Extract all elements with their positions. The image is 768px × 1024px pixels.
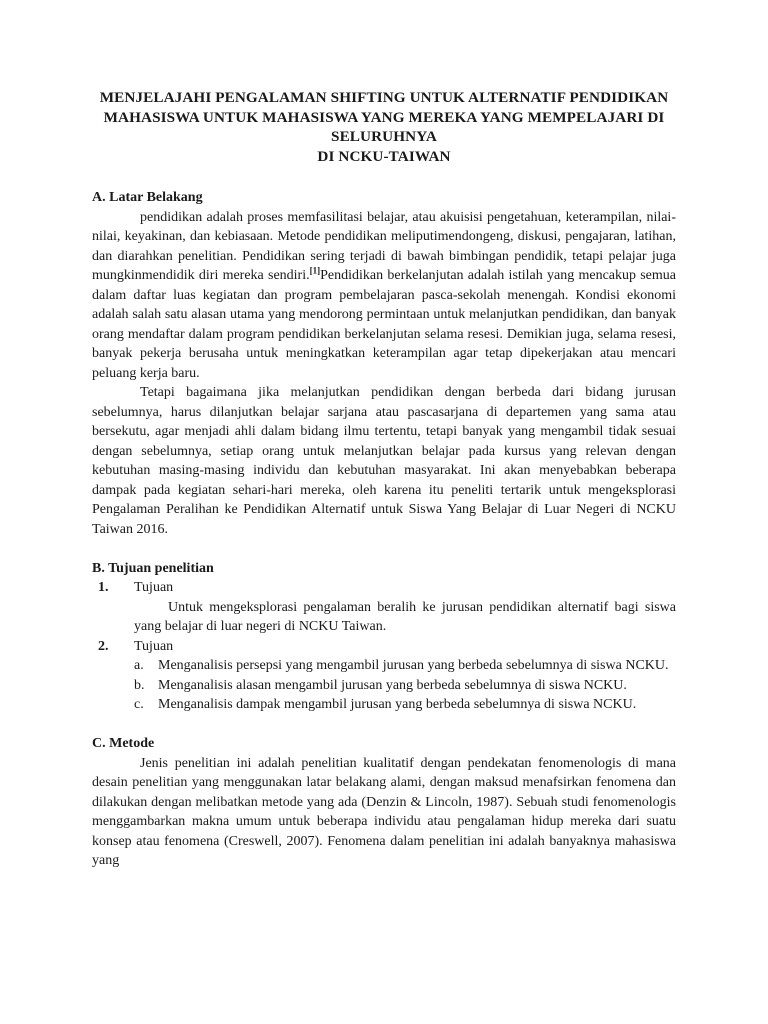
- section-c-paragraph-1: Jenis penelitian ini adalah penelitian kualitatif dengan pendekatan fenomenologis di mana desain penelitian yang menggunakan latar belakang alami, dengan maksud menafsirkan fenomena dan dilakukan dengan melibatkan metode yang ada (Denzin & Lincoln, 1987). Sebuah studi fenomenologis menggambarkan makna umum untuk beberapa individu atau pengalaman hidup mereka dari suatu konsep atau fenomena (Creswell, 2007). Fenomena dalam penelitian ini adalah banyaknya mahasiswa yang: [92, 755, 676, 868]
- title-line-2: MAHASISWA UNTUK MAHASISWA YANG MEREKA YANG MEMPELAJARI DI: [103, 108, 665, 126]
- section-c-heading: C. Metode: [92, 736, 155, 751]
- sub-list-item-text: Menganalisis alasan mengambil jurusan yang berbeda sebelumnya di siswa NCKU.: [158, 677, 627, 693]
- list-item-label: Tujuan: [134, 638, 174, 654]
- section-a-paragraph-1: [92, 208, 676, 384]
- list-item-number: 2.: [98, 638, 109, 654]
- sub-list-item-letter: c.: [134, 697, 144, 712]
- section-a-paragraph-1-part-1: pendidikan adalah proses memfasilitasi belajar, atau akuisisi pengetahuan, keterampilan, nilai-nilai, keyakinan, dan kebiasaan. Metode pendidikan meliputimendongeng, diskusi, pengajaran, latihan, dan diarahkan penelitian. Pendidikan sering terjadi di bawah bimbingan pendidik, tetapi pelajar juga mungkinmendidik diri mereka sendiri.: [92, 209, 676, 283]
- section-b-heading: B. Tujuan penelitian: [92, 560, 214, 576]
- section-a-paragraph-1-part-2: Pendidikan berkelanjutan adalah istilah yang mencakup semua dalam daftar luas kegiatan dan program pembelajaran pasca-sekolah menengah. Kondisi ekonomi adalah salah satu alasan utama yang mendorong permintaan untuk melanjutkan pendidikan, dan banyak orang mendaftar dalam program pendidikan berkelanjutan selama resesi. Demikian juga, selama resesi, banyak pekerja berusaha untuk meningkatkan keterampilan agar tetap dipekerjakan atau mencari peluang kerja baru.: [92, 268, 676, 381]
- sub-list-item-text: Menganalisis dampak mengambil jurusan yang berbeda sebelumnya di siswa NCKU.: [158, 697, 637, 712]
- document-title: [92, 88, 676, 166]
- sub-list-item-text: Menganalisis persepsi yang mengambil jurusan yang berbeda sebelumnya di siswa NCKU.: [158, 658, 669, 673]
- title-line-4: DI NCKU-TAIWAN: [317, 147, 451, 165]
- list-item: [92, 578, 676, 637]
- spacer: [92, 539, 676, 559]
- section-a-heading: A. Latar Belakang: [92, 190, 203, 205]
- list-item-label: Tujuan: [134, 580, 174, 595]
- sub-objectives-list: [134, 656, 676, 715]
- list-item: [92, 637, 676, 715]
- objectives-list: [92, 578, 676, 715]
- title-line-1: MENJELAJAHI PENGALAMAN SHIFTING UNTUK ALTERNATIF PENDIDIKAN: [99, 89, 669, 106]
- section-metode: [92, 734, 676, 871]
- sub-list-item: [134, 656, 676, 676]
- sub-list-item-letter: a.: [134, 658, 144, 673]
- sub-list-item: [134, 695, 676, 715]
- spacer: [92, 715, 676, 735]
- sub-list-item: [134, 676, 676, 696]
- list-item-body: Untuk mengeksplorasi pengalaman beralih ke jurusan pendidikan alternatif bagi siswa yang belajar di luar negeri di NCKU Taiwan.: [134, 599, 676, 634]
- footnote-reference[interactable]: [1]: [309, 265, 321, 276]
- sub-list-item-letter: b.: [134, 677, 145, 693]
- list-item-number: 1.: [98, 580, 109, 595]
- title-line-3: SELURUHNYA: [331, 128, 437, 145]
- section-latar-belakang: [92, 188, 676, 539]
- section-tujuan-penelitian: [92, 559, 676, 715]
- section-a-paragraph-2: Tetapi bagaimana jika melanjutkan pendidikan dengan berbeda dari bidang jurusan sebelumnya, harus dilanjutkan belajar sarjana atau pascasarjana di departemen yang sama atau bersekutu, agar menjadi ahli dalam bidang ilmu tertentu, tetapi banyak yang mengambil tidak sesuai dengan sebelumnya, setiap orang untuk melanjutkan belajar pada kursus yang relevan dengan kebutuhan masing-masing individu dan kebutuhan masyarakat. Ini akan menyebabkan beberapa dampak pada kegiatan sehari-hari mereka, oleh karena itu peneliti tertarik untuk mengeksplorasi Pengalaman Peralihan ke Pendidikan Alternatif untuk Siswa Yang Belajar di Luar Negeri di NCKU Taiwan 2016.: [92, 385, 676, 537]
